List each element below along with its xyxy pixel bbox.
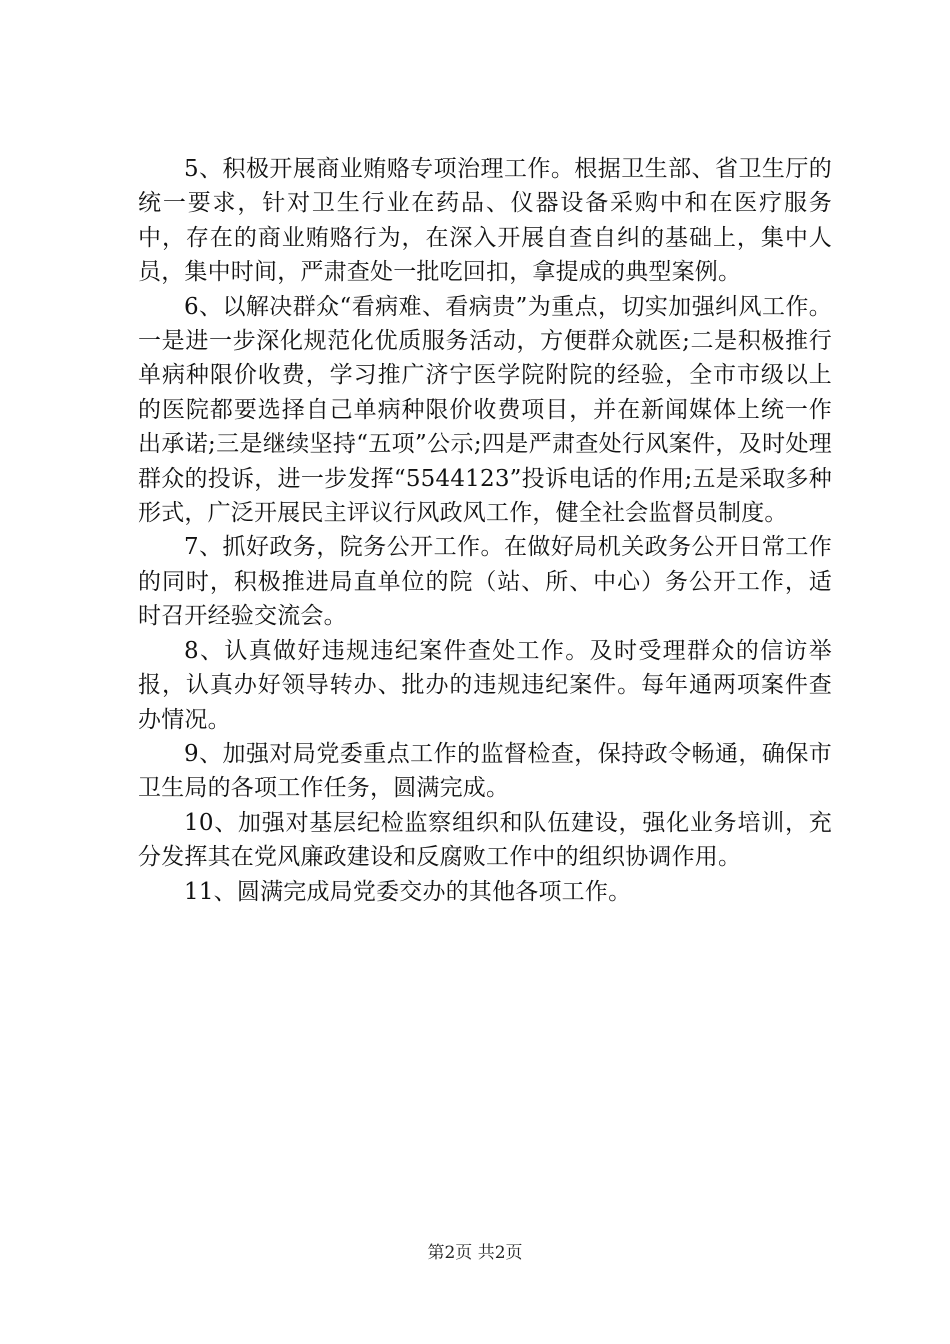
- paragraph-item-5: 5、积极开展商业贿赂专项治理工作。根据卫生部、省卫生厅的统一要求，针对卫生行业在药品、仪器设备采购中和在医疗服务中，存在的商业贿赂行为，在深入开展自查自纠的基础上，集中人员，集中时间，严肃查处一批吃回扣，拿提成的典型案例。: [138, 156, 832, 286]
- paragraph-item-8: 8、认真做好违规违纪案件查处工作。及时受理群众的信访举报，认真办好领导转办、批办的违规违纪案件。每年通两项案件查办情况。: [138, 637, 832, 733]
- paragraph-item-10: 10、加强对基层纪检监察组织和队伍建设，强化业务培训，充分发挥其在党风廉政建设和反腐败工作中的组织协调作用。: [138, 809, 832, 871]
- paragraph-item-11: 11、圆满完成局党委交办的其他各项工作。: [184, 878, 632, 905]
- document-body: [138, 152, 832, 909]
- paragraph-item-7: 7、抓好政务，院务公开工作。在做好局机关政务公开日常工作的同时，积极推进局直单位的院（站、所、中心）务公开工作，适时召开经验交流会。: [138, 534, 832, 630]
- page-number-footer: 第2页 共2页: [427, 1243, 523, 1263]
- paragraph-item-9: 9、加强对局党委重点工作的监督检查，保持政令畅通，确保市卫生局的各项工作任务，圆满完成。: [138, 740, 832, 802]
- paragraph-item-6: 6、以解决群众“看病难、看病贵”为重点，切实加强纠风工作。一是进一步深化规范化优质服务活动，方便群众就医;二是积极推行单病种限价收费，学习推广济宁医学院附院的经验，全市市级以上的医院都要选择自己单病种限价收费项目，并在新闻媒体上统一作出承诺;三是继续坚持“五项”公示;四是严肃查处行风案件，及时处理群众的投诉，进一步发挥“5544123”投诉电话的作用;五是采取多种形式，广泛开展民主评议行风政风工作，健全社会监督员制度。: [138, 293, 832, 527]
